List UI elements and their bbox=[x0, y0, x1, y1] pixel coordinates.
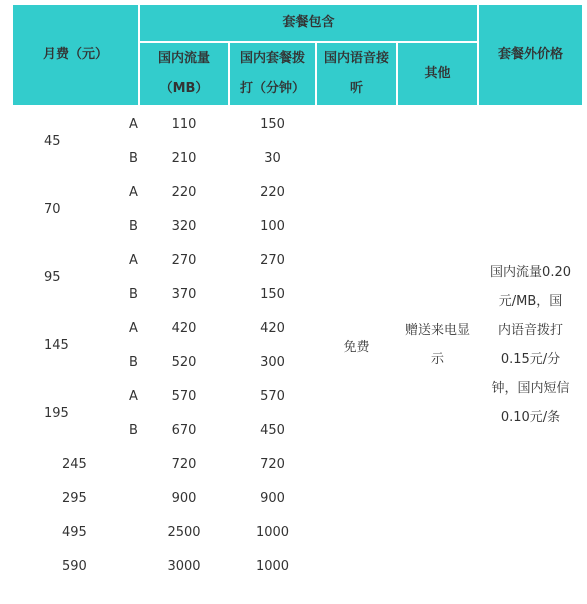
minutes-cell: 100 bbox=[260, 218, 285, 234]
plan-cell: A bbox=[129, 320, 138, 336]
fee-cell: 495 bbox=[62, 524, 87, 540]
plan-cell: A bbox=[129, 184, 138, 200]
data-cell: 220 bbox=[171, 184, 197, 200]
data-cell: 420 bbox=[171, 320, 197, 336]
fee-cell: 45 bbox=[44, 133, 61, 149]
plan-cell: B bbox=[129, 286, 138, 302]
minutes-cell: 270 bbox=[260, 252, 285, 268]
data-cell: 520 bbox=[171, 354, 197, 370]
fee-cell: 295 bbox=[62, 490, 87, 506]
minutes-cell: 720 bbox=[260, 456, 285, 472]
plan-cell: A bbox=[129, 116, 138, 132]
fee-cell: 70 bbox=[44, 201, 61, 217]
minutes-cell: 300 bbox=[260, 354, 285, 370]
minutes-header: 国内套餐拨 打（分钟） bbox=[229, 42, 316, 106]
plan-cell: B bbox=[129, 422, 138, 438]
data-cell: 210 bbox=[171, 150, 197, 166]
other-header: 其他 bbox=[397, 42, 478, 106]
data-cell: 900 bbox=[171, 490, 197, 506]
fee-cell: 590 bbox=[62, 558, 87, 574]
minutes-cell: 450 bbox=[260, 422, 285, 438]
fee-cell: 145 bbox=[44, 337, 69, 353]
minutes-cell: 1000 bbox=[255, 524, 290, 540]
fee-header: 月费（元） bbox=[12, 4, 139, 106]
plan-table bbox=[11, 3, 584, 583]
minutes-cell: 900 bbox=[260, 490, 285, 506]
minutes-cell: 1000 bbox=[255, 558, 290, 574]
minutes-cell: 220 bbox=[260, 184, 285, 200]
other-benefit-cell: 赠送来电显 示 bbox=[405, 323, 471, 367]
minutes-cell: 150 bbox=[260, 286, 285, 302]
data-cell: 2500 bbox=[167, 524, 201, 540]
plan-cell bbox=[92, 481, 139, 515]
plan-cell bbox=[92, 549, 139, 583]
plan-cell: B bbox=[129, 354, 138, 370]
extra-price-header: 套餐外价格 bbox=[478, 4, 583, 106]
minutes-cell: 30 bbox=[264, 150, 281, 166]
plan-cell: A bbox=[129, 388, 138, 404]
data-cell: 370 bbox=[171, 286, 197, 302]
data-header: 国内流量 （MB） bbox=[139, 42, 229, 106]
plan-cell: A bbox=[129, 252, 138, 268]
data-cell: 270 bbox=[171, 252, 197, 268]
fee-cell: 95 bbox=[44, 269, 61, 285]
minutes-cell: 150 bbox=[260, 116, 285, 132]
minutes-cell: 420 bbox=[260, 320, 285, 336]
fee-cell: 245 bbox=[62, 456, 87, 472]
plan-cell bbox=[92, 515, 139, 549]
minutes-cell: 570 bbox=[260, 388, 285, 404]
plan-cell bbox=[92, 447, 139, 481]
data-cell: 670 bbox=[171, 422, 197, 438]
package-header: 套餐包含 bbox=[139, 4, 478, 42]
data-cell: 570 bbox=[171, 388, 197, 404]
data-cell: 720 bbox=[171, 456, 197, 472]
plan-cell: B bbox=[129, 218, 138, 234]
fee-cell: 195 bbox=[44, 405, 69, 421]
plan-cell: B bbox=[129, 150, 138, 166]
data-cell: 110 bbox=[171, 116, 197, 132]
data-cell: 320 bbox=[171, 218, 197, 234]
extra-price-cell: 国内流量0.20 元/MB，国 内语音拨打 0.15元/分 钟，国内短信 0.10元/条 bbox=[490, 265, 571, 425]
receive-header: 国内语音接 听 bbox=[316, 42, 397, 106]
receive-free-cell: 免费 bbox=[343, 339, 370, 355]
table-row bbox=[12, 106, 583, 141]
data-cell: 3000 bbox=[167, 558, 201, 574]
